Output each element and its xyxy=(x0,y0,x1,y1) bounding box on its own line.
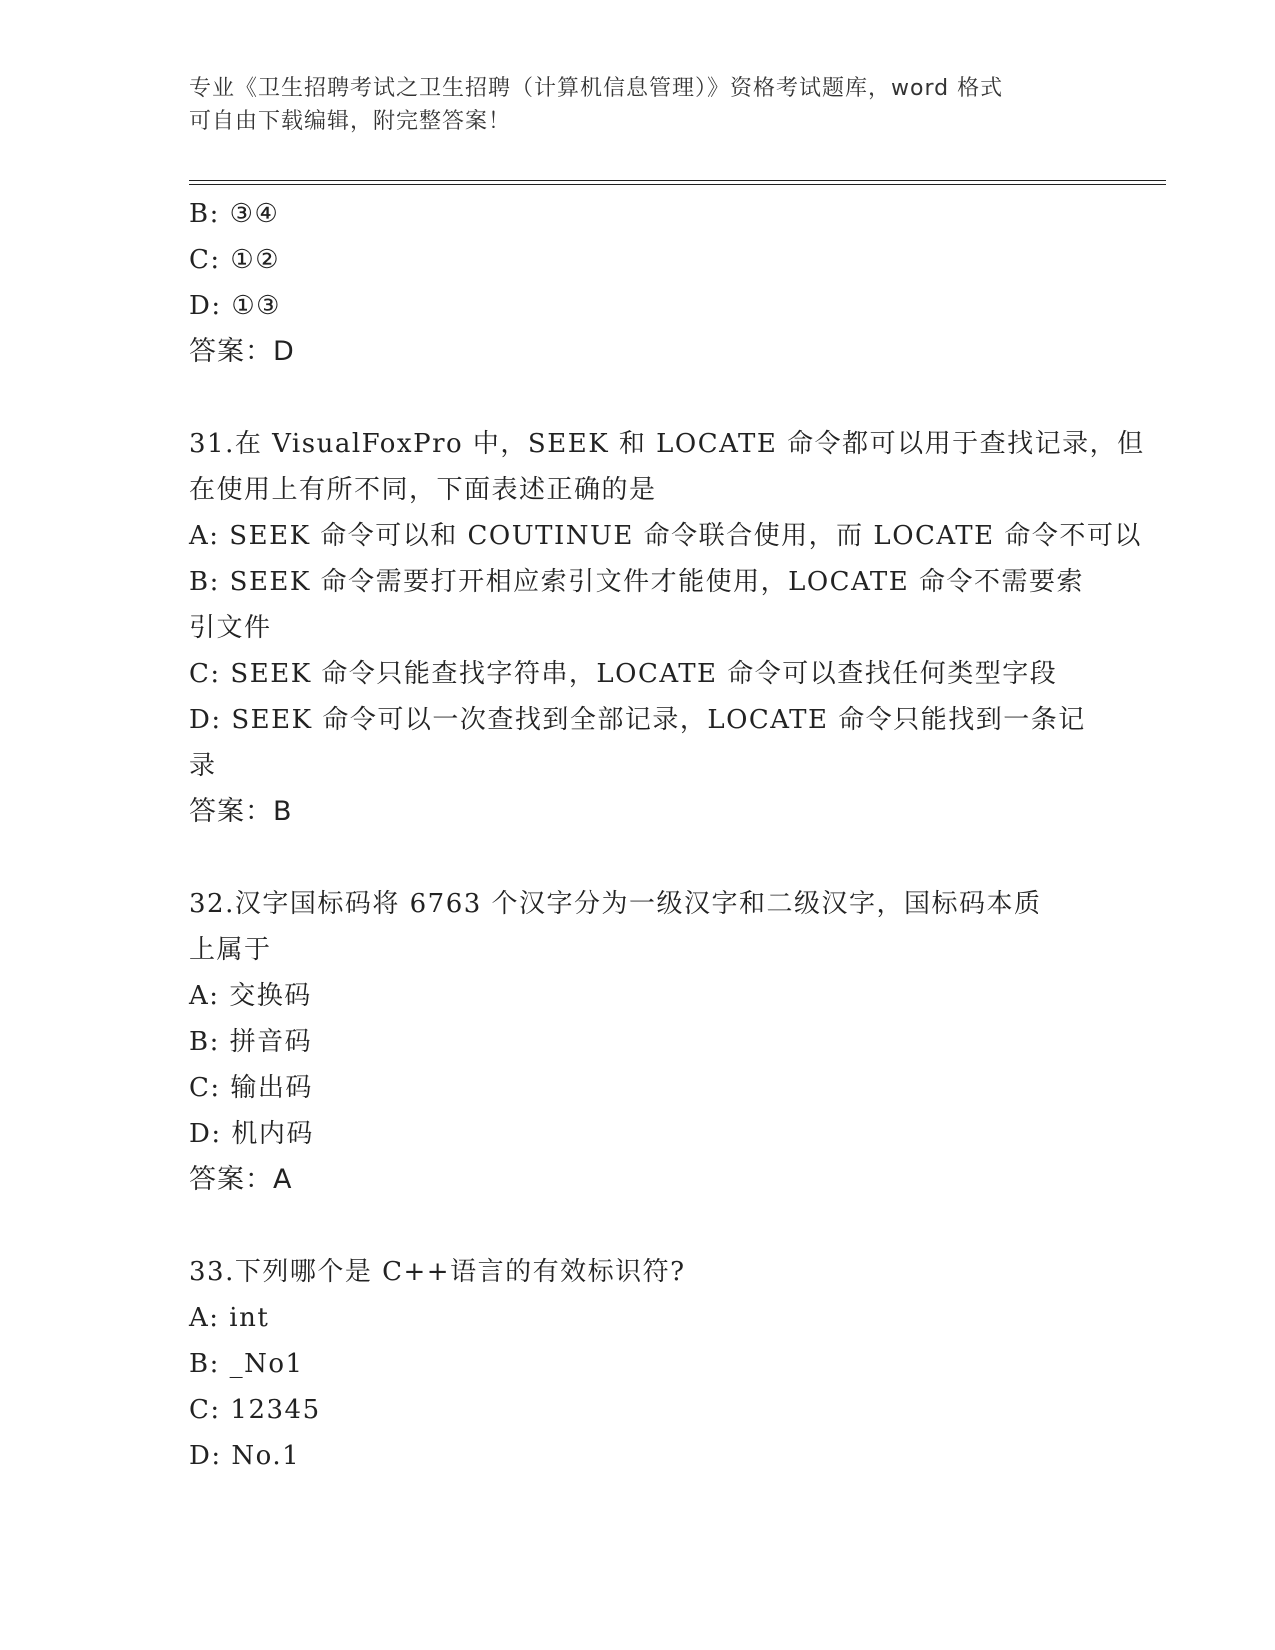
question-stem: 32.汉字国标码将 6763 个汉字分为一级汉字和二级汉字，国标码本质 xyxy=(189,889,1042,919)
document-header xyxy=(189,72,1089,138)
option-b: B: ③④ xyxy=(189,199,280,229)
question-stem: 31.在 VisualFoxPro 中，SEEK 和 LOCATE 命令都可以用于查找记录，但 xyxy=(189,429,1145,459)
option-c: C: SEEK 命令只能查找字符串，LOCATE 命令可以查找任何类型字段 xyxy=(189,659,1058,689)
option-a: A: 交换码 xyxy=(189,981,312,1011)
spacer xyxy=(189,375,1089,421)
option-b: B: SEEK 命令需要打开相应索引文件才能使用，LOCATE 命令不需要索 xyxy=(189,567,1085,597)
question-stem: 上属于 xyxy=(189,935,272,965)
answer-line: 答案：B xyxy=(189,796,293,827)
spacer xyxy=(189,1203,1089,1249)
option-c: C: 输出码 xyxy=(189,1073,313,1103)
header-line-2: 可自由下载编辑，附完整答案！ xyxy=(189,109,512,134)
option-b-continued: 引文件 xyxy=(189,613,272,643)
answer-line: 答案：A xyxy=(189,1164,293,1195)
option-a: A: SEEK 命令可以和 COUTINUE 命令联合使用，而 LOCATE 命令不可以 xyxy=(189,521,1142,551)
question-stem: 33.下列哪个是 C++语言的有效标识符? xyxy=(189,1257,686,1287)
question-33 xyxy=(189,1249,1089,1479)
answer-line: 答案：D xyxy=(189,336,295,367)
prev-question-options xyxy=(189,191,1089,329)
option-d: D: ①③ xyxy=(189,291,281,321)
option-d: D: 机内码 xyxy=(189,1119,314,1149)
option-c: C: 12345 xyxy=(189,1395,321,1425)
option-d: D: No.1 xyxy=(189,1441,301,1471)
question-31 xyxy=(189,421,1145,835)
question-content xyxy=(189,191,1145,1479)
header-divider-bottom xyxy=(189,184,1166,185)
option-c: C: ①② xyxy=(189,245,281,275)
option-d-continued: 录 xyxy=(189,751,217,781)
question-stem: 在使用上有所不同，下面表述正确的是 xyxy=(189,475,657,505)
option-a: A: int xyxy=(189,1303,270,1333)
option-b: B: _No1 xyxy=(189,1349,304,1379)
header-divider-top xyxy=(189,180,1166,181)
option-b: B: 拼音码 xyxy=(189,1027,313,1057)
spacer xyxy=(189,835,1089,881)
question-32 xyxy=(189,881,1089,1203)
option-d: D: SEEK 命令可以一次查找到全部记录，LOCATE 命令只能找到一条记 xyxy=(189,705,1086,735)
header-line-1: 专业《卫生招聘考试之卫生招聘（计算机信息管理）》资格考试题库，word 格式 xyxy=(189,76,1004,101)
